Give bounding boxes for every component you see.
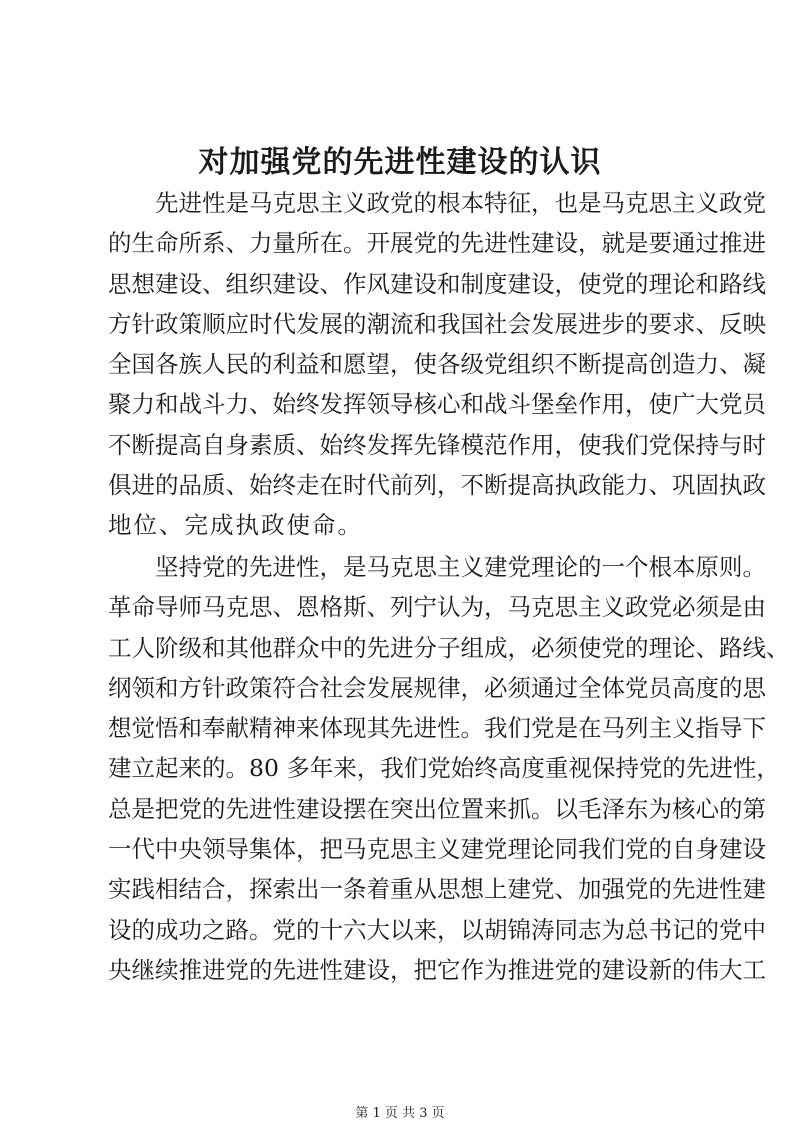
text-line: 实践相结合，探索出一条着重从思想上建党、加强党的先进性建 (108, 875, 766, 904)
text-line: 工人阶级和其他群众中的先进分子组成，必须使党的理论、路线、 (108, 633, 790, 662)
text-line: 俱进的品质、始终走在时代前列，不断提高执政能力、巩固执政 (108, 471, 766, 500)
paragraph-1 (108, 183, 766, 546)
text-line: 设的成功之路。党的十六大以来，以胡锦涛同志为总书记的党中 (108, 915, 766, 944)
text-line: 坚持党的先进性，是马克思主义建党理论的一个根本原则。 (155, 553, 766, 581)
text-line: 聚力和战斗力、始终发挥领导核心和战斗堡垒作用，使广大党员 (108, 390, 766, 419)
text-line: 思想建设、组织建设、作风建设和制度建设，使党的理论和路线 (108, 269, 766, 298)
text-line: 全国各族人民的利益和愿望，使各级党组织不断提高创造力、凝 (108, 350, 766, 379)
text-line: 革命导师马克思、恩格斯、列宁认为，马克思主义政党必须是由 (108, 593, 766, 622)
text-line: 想觉悟和奉献精神来体现其先进性。我们党是在马列主义指导下 (108, 714, 766, 743)
text-line: 总是把党的先进性建设摆在突出位置来抓。以毛泽东为核心的第 (108, 794, 766, 823)
text-line: 一代中央领导集体，把马克思主义建党理论同我们党的自身建设 (108, 835, 766, 864)
text-line: 的生命所系、力量所在。开展党的先进性建设，就是要通过推进 (108, 229, 766, 258)
text-line: 不断提高自身素质、始终发挥先锋模范作用，使我们党保持与时 (108, 430, 766, 459)
text-line: 央继续推进党的先进性建设，把它作为推进党的建设新的伟大工 (108, 955, 766, 984)
page-footer: 第 1 页 共 3 页 (355, 1106, 445, 1121)
text-line: 地位、完成执政使命。 (108, 511, 363, 540)
text-line: 建立起来的。80 多年来，我们党始终高度重视保持党的先进性， (108, 754, 780, 783)
paragraph-2 (108, 547, 790, 990)
text-line: 纲领和方针政策符合社会发展规律，必须通过全体党员高度的思 (108, 673, 766, 702)
text-line: 先进性是马克思主义政党的根本特征，也是马克思主义政党 (155, 189, 766, 217)
document-title: 对加强党的先进性建设的认识 (198, 145, 602, 180)
text-line: 方针政策顺应时代发展的潮流和我国社会发展进步的要求、反映 (108, 309, 766, 338)
